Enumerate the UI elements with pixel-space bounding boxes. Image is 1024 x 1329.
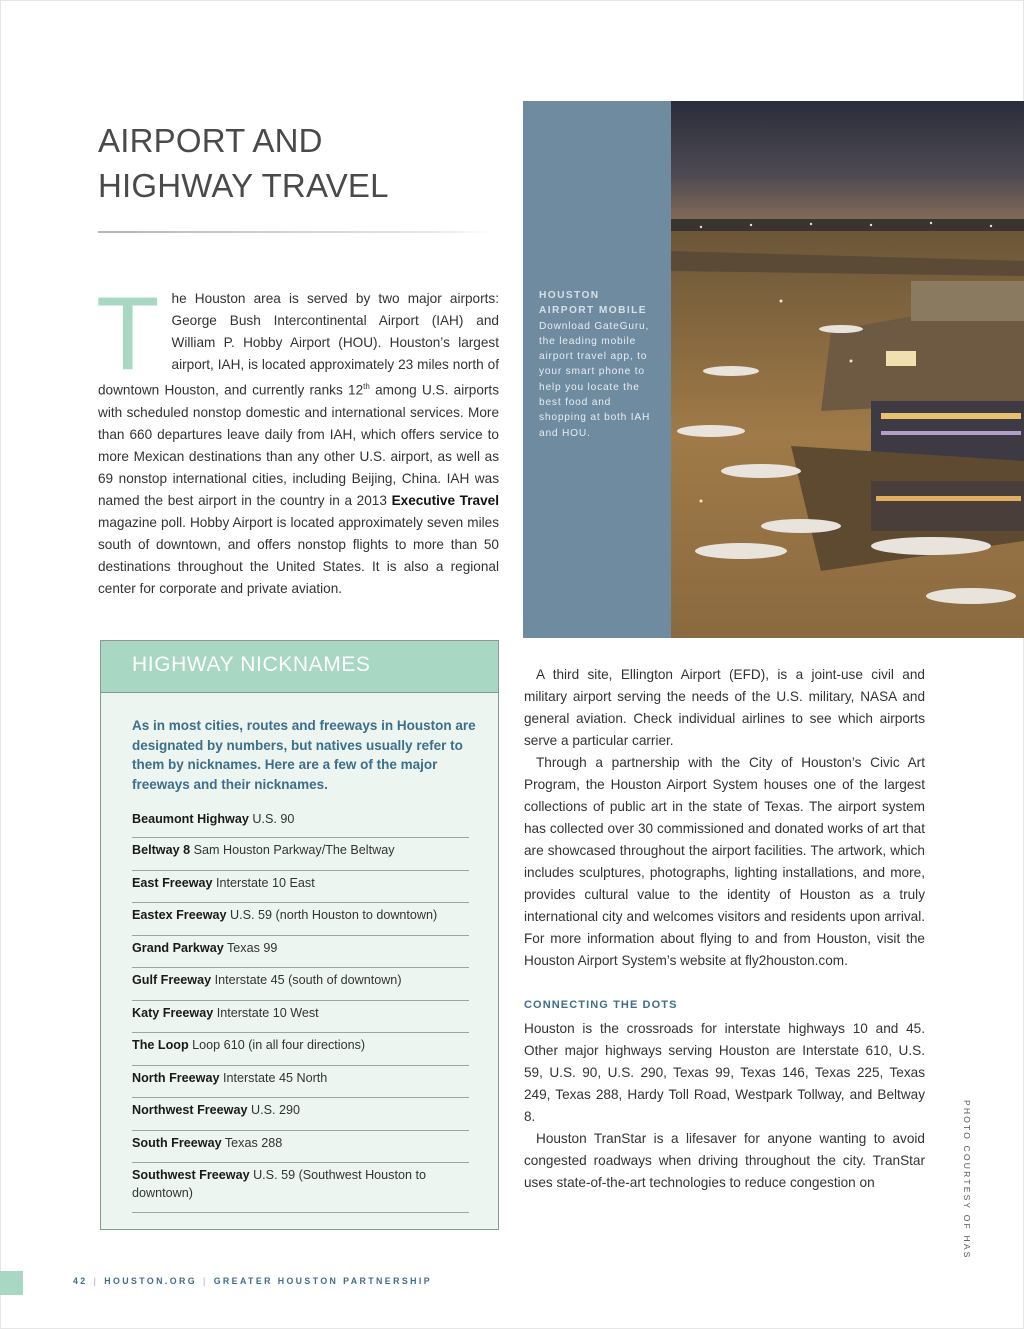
highway-route: Loop 610 (in all four directions) (188, 1038, 366, 1053)
highway-route: Texas 99 (223, 940, 278, 955)
highway-name: Beltway 8 (132, 843, 191, 858)
body-paragraph-1: A third site, Ellington Airport (EFD), is a joint-use civil and military airport serving the needs of the U.S. military, NASA and general aviation. Check individual airlines to see which airports serve a particular carrier. (524, 667, 925, 748)
highway-name: North Freeway (132, 1070, 220, 1085)
list-item (132, 871, 469, 904)
title-rule (98, 231, 493, 233)
body-paragraph-3: Houston is the crossroads for interstate highways 10 and 45. Other major highways serving Houston are Interstate 610, U.S. 59, U.S. 90, U.S. 290, Texas 99, Texas 146, Texas 225, Texas 249, Texas 288, Hardy Toll Road, Westpark Tollway, and Beltway 8. (524, 1021, 925, 1124)
highway-route: Sam Houston Parkway/The Beltway (190, 843, 395, 858)
list-item (132, 903, 469, 936)
title-line-1: AIRPORT AND (98, 122, 323, 159)
highway-name: Eastex Freeway (132, 908, 227, 923)
nicknames-title: HIGHWAY NICKNAMES (132, 653, 371, 676)
highway-name: Gulf Freeway (132, 973, 212, 988)
highway-route: Interstate 10 West (213, 1005, 319, 1020)
page-title (98, 118, 498, 208)
page-footer (73, 1276, 432, 1286)
list-item (132, 968, 469, 1001)
highway-name: Grand Parkway (132, 940, 224, 955)
footer-site: HOUSTON.ORG (104, 1276, 197, 1286)
highway-route: Interstate 10 East (212, 875, 315, 890)
photo-credit-text: PHOTO COURTESY OF HAS (962, 1100, 972, 1260)
page-number: 42 (73, 1276, 88, 1286)
intro-superscript: th (363, 382, 370, 391)
highway-route: U.S. 59 (Southwest Houston to downtown) (132, 1168, 426, 1201)
body-column (524, 664, 925, 1194)
photo-caption (539, 288, 659, 441)
list-item (132, 1098, 469, 1131)
highway-route: Interstate 45 (south of downtown) (211, 973, 402, 988)
footer-org: GREATER HOUSTON PARTNERSHIP (213, 1276, 432, 1286)
caption-heading-1: HOUSTON (539, 290, 600, 301)
list-item (132, 807, 469, 838)
footer-tab (0, 1271, 23, 1295)
nicknames-list (132, 807, 469, 1213)
list-item (132, 838, 469, 871)
highway-name: Katy Freeway (132, 1005, 214, 1020)
list-item (132, 936, 469, 969)
airport-photo (671, 101, 1024, 638)
highway-name: South Freeway (132, 1135, 222, 1150)
body-paragraph-2: Through a partnership with the City of Houston’s Civic Art Program, the Houston Airport System houses one of the largest collections of public art in the state of Texas. The airport system has collected over 30 commissioned and donated works of art that are showcased throughout the airport facilities. The artwork, which includes sculptures, photographs, lighting installations, and more, provides cultural value to the identity of Houston as a truly international city and welcomes visitors and residents upon arrival. For more information about flying to and from Houston, visit the Houston Airport System’s website at fly2houston.com. (524, 755, 925, 968)
airport-photo-illustration (671, 101, 1024, 638)
highway-name: Southwest Freeway (132, 1168, 250, 1183)
photo-credit (962, 1100, 982, 1260)
intro-magazine-name: Executive Travel (391, 492, 499, 508)
title-line-2: HIGHWAY TRAVEL (98, 167, 389, 204)
caption-heading-2: AIRPORT MOBILE (539, 305, 647, 317)
drop-cap: T (96, 276, 160, 392)
highway-name: East Freeway (132, 875, 213, 890)
list-item (132, 1001, 469, 1034)
body-paragraph-4: Houston TranStar is a lifesaver for anyone wanting to avoid congested roadways when driving throughout the city. TranStar uses state-of-the-art technologies to reduce congestion on (524, 1131, 925, 1190)
highway-route: Texas 288 (221, 1135, 283, 1150)
footer-separator: | (203, 1276, 208, 1286)
highway-name: The Loop (132, 1038, 189, 1053)
list-item (132, 1066, 469, 1099)
intro-text-3: magazine poll. Hobby Airport is located approximately seven miles south of downtown, and offers nonstop flights to more than 50 destinations throughout the United States. It is also a regional center for corporate and private aviation. (98, 514, 499, 596)
highway-name: Beaumont Highway (132, 812, 249, 826)
intro-text-2: among U.S. airports with scheduled nonstop domestic and international services. More than 660 departures leave daily from IAH, which offers service to more Mexican destinations than any other U.S. airport, as well as 69 nonstop international cities, including Beijing, China. IAH was named the best airport in the country in a 2013 (98, 382, 499, 508)
intro-paragraph (96, 276, 499, 600)
list-item (132, 1163, 469, 1213)
highway-route: U.S. 290 (247, 1103, 300, 1118)
footer-separator: | (93, 1276, 99, 1286)
highway-route: U.S. 90 (248, 812, 295, 826)
section-heading: CONNECTING THE DOTS (524, 999, 678, 1011)
list-item (132, 1033, 469, 1066)
highway-route: U.S. 59 (north Houston to downtown) (226, 908, 438, 923)
highway-name: Northwest Freeway (132, 1103, 248, 1118)
intro-text-1: he Houston area is served by two major airports: George Bush Intercontinental Airport (IAH) and William P. Hobby Airport (HOU). Houston’s largest airport, IAH, is located approximately 23 miles north of downtown Houston, and currently ranks 12 (98, 291, 499, 398)
caption-body: Download GateGuru, the leading mobile airport travel app, to your smart phone to help you locate the best food and shopping at both IAH and HOU. (539, 320, 651, 439)
nicknames-intro: As in most cities, routes and freeways in Houston are designated by numbers, but natives usually refer to them by nicknames. Here are a few of the major freeways and their nicknames. (132, 718, 476, 792)
list-item (132, 1131, 469, 1164)
nicknames-header (101, 641, 498, 693)
highway-route: Interstate 45 North (219, 1070, 328, 1085)
highway-nicknames-box (100, 640, 499, 1230)
